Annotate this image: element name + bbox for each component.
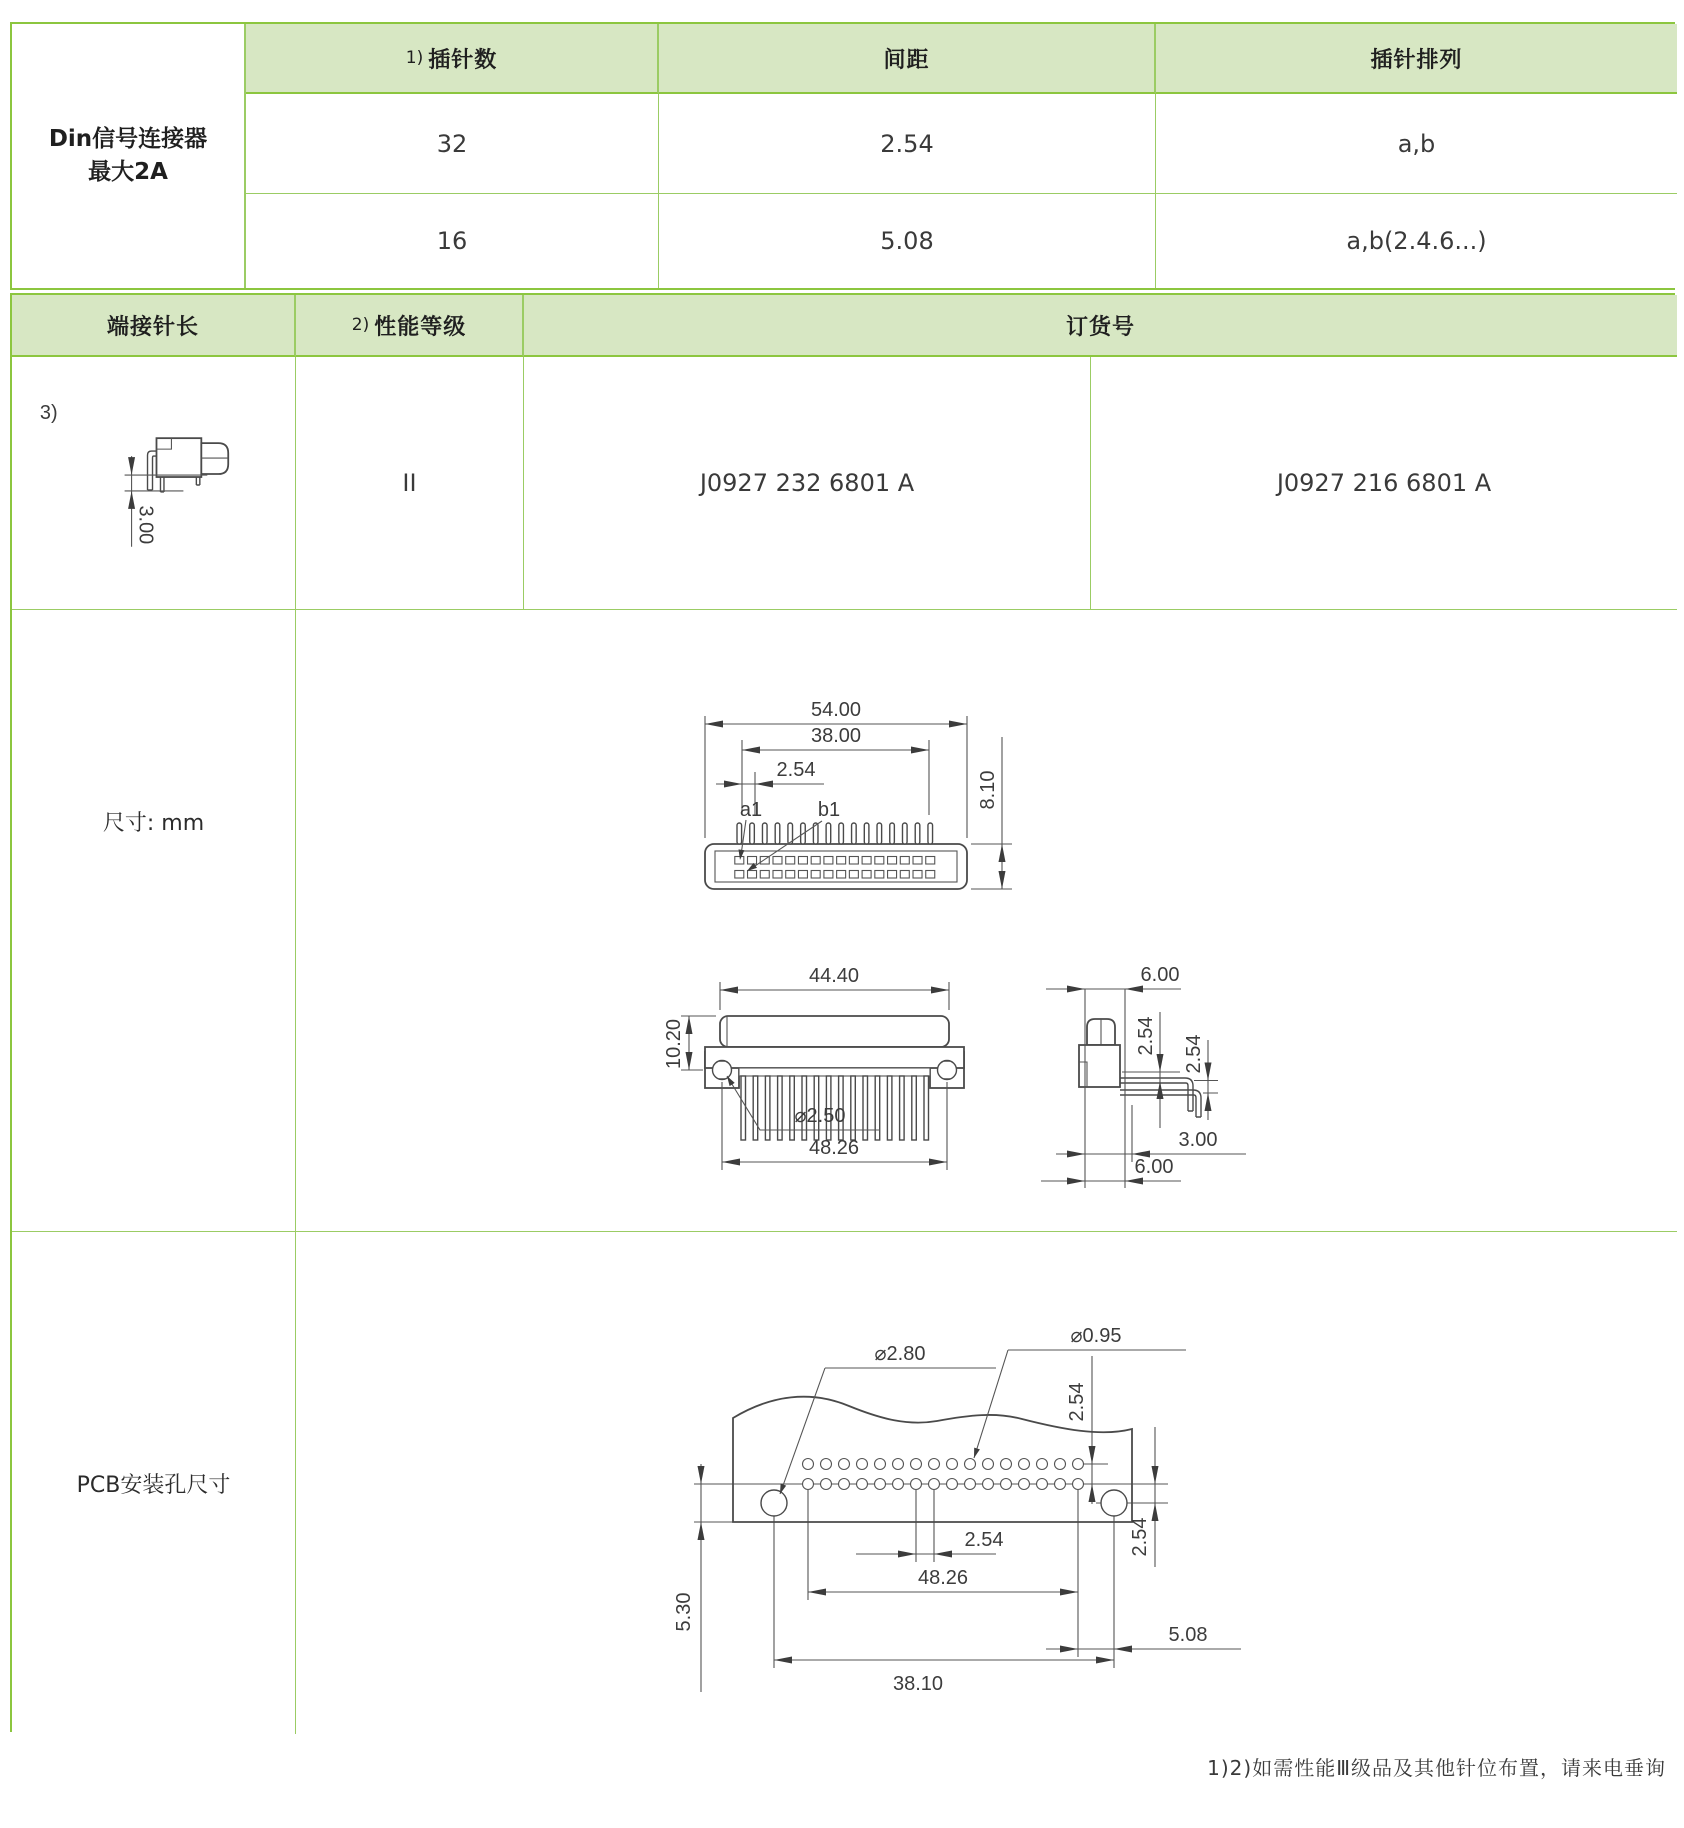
row1-pitch-value: 2.54 [880, 129, 934, 158]
svg-text:48.26: 48.26 [917, 1567, 969, 1589]
pcb-drawing-cell [296, 1232, 1677, 1734]
side-view-drawing [1041, 964, 1246, 1188]
row2-pins [246, 194, 659, 288]
product-name-line1: Din信号连接器 [48, 126, 208, 152]
footnote: 1)2)如需性能Ⅲ级品及其他针位布置，请来电垂询 [1207, 1756, 1666, 1780]
svg-text:2.54: 2.54 [1066, 1382, 1088, 1422]
dimension-drawings-cell [296, 610, 1677, 1232]
dim-front-pitch [716, 759, 824, 815]
svg-text:⌀0.95: ⌀0.95 [1070, 1325, 1122, 1347]
dimension-unit-cell [12, 610, 296, 1232]
pcb-label: PCB安装孔尺寸 [76, 1472, 231, 1498]
header-arrangement [1156, 24, 1677, 94]
header-performance-label: 性能等级 [374, 314, 467, 340]
header-performance [296, 295, 524, 357]
front-pins [737, 823, 933, 844]
note-ref-3: 3) [39, 401, 58, 424]
header-performance-note: 2) [351, 315, 370, 335]
pcb-label-cell [12, 1232, 296, 1734]
svg-text:54.00: 54.00 [810, 698, 862, 721]
svg-text:8.10: 8.10 [977, 770, 999, 809]
header-pin-count-note: 1) [405, 48, 424, 68]
svg-text:5.30: 5.30 [673, 1592, 695, 1632]
performance-grade-value: II [402, 469, 417, 497]
row2-pitch-value: 5.08 [880, 227, 934, 255]
dim-pcb-edge-distance [673, 1466, 705, 1631]
header-pitch [659, 24, 1156, 94]
order-number-16-cell [1091, 357, 1677, 610]
svg-text:2.54: 2.54 [1135, 1016, 1157, 1055]
dim-side-bottom-width [1041, 1156, 1181, 1185]
svg-text:38.10: 38.10 [892, 1673, 944, 1695]
order-number-32: J0927 232 6801 A [699, 469, 915, 497]
bottom-body [720, 1016, 949, 1047]
header-pin-term-length-label: 端接针长 [106, 314, 199, 340]
svg-text:44.40: 44.40 [808, 964, 860, 987]
dimension-drawings [296, 610, 1677, 1232]
dim-front-height [971, 737, 1012, 889]
header-order-number [524, 295, 1677, 357]
dim-pcb-pitch [856, 1529, 1003, 1558]
pcb-mount-hole-left [761, 1490, 787, 1516]
order-table [10, 293, 1675, 1732]
bottom-flange [705, 1047, 964, 1068]
svg-text:5.08: 5.08 [1168, 1624, 1208, 1646]
pcb-mount-hole-right [1101, 1490, 1127, 1516]
svg-text:⌀2.80: ⌀2.80 [874, 1343, 926, 1365]
svg-text:3.00: 3.00 [1178, 1128, 1218, 1151]
row2-pins-value: 16 [436, 227, 468, 255]
header-pin-count-label: 插针数 [428, 47, 498, 73]
product-name-cell [12, 24, 246, 288]
dim-pcb-hole-span [808, 1567, 1078, 1596]
pin-length-drawing-cell [12, 357, 296, 610]
order-number-16: J0927 216 6801 A [1276, 469, 1492, 497]
dim-pin-length-text: 3.00 [134, 504, 157, 544]
dimension-unit-label: 尺寸: mm [102, 811, 205, 836]
svg-text:2.54: 2.54 [1129, 1517, 1151, 1557]
header-arrangement-label: 插针排列 [1370, 47, 1463, 73]
svg-text:6.00: 6.00 [1134, 1155, 1174, 1178]
svg-text:⌀2.50: ⌀2.50 [794, 1104, 846, 1127]
mount-hole-left [713, 1060, 732, 1079]
dim-pcb-side-offset [1046, 1624, 1241, 1653]
pcb-pin-holes [803, 1459, 1084, 1490]
dim-bottom-width [720, 965, 949, 1010]
svg-text:2.54: 2.54 [964, 1529, 1004, 1551]
svg-text:48.26: 48.26 [808, 1136, 860, 1159]
row1-pins [246, 94, 659, 194]
performance-grade-cell [296, 357, 524, 610]
mount-hole-right [938, 1060, 957, 1079]
svg-text:6.00: 6.00 [1140, 963, 1180, 986]
pin-length-drawing [12, 357, 295, 610]
row1-pins-value: 32 [436, 129, 468, 158]
row2-arrangement [1156, 194, 1677, 288]
dim-side-top-width [1046, 964, 1181, 993]
spec-table [10, 22, 1675, 290]
row1-arrangement-value: a,b [1397, 129, 1436, 158]
bottom-view-drawing [663, 965, 964, 1170]
row2-pitch [659, 194, 1156, 288]
header-pin-term-length [12, 295, 296, 357]
pcb-drawing [296, 1232, 1677, 1734]
row1-arrangement [1156, 94, 1677, 194]
svg-text:2.54: 2.54 [776, 758, 816, 781]
label-b1: b1 [817, 798, 841, 821]
header-pin-count [246, 24, 659, 94]
order-number-32-cell [524, 357, 1091, 610]
dim-pcb-mount-row-spacing [1129, 1466, 1159, 1556]
label-a1: a1 [739, 798, 763, 821]
dim-side-row-offset1 [1135, 1012, 1164, 1128]
header-pitch-label: 间距 [883, 47, 930, 73]
svg-text:10.20: 10.20 [663, 1018, 685, 1069]
row1-pitch [659, 94, 1156, 194]
front-view-drawing [705, 699, 1012, 889]
dim-pcb-mount-span [774, 1657, 1114, 1696]
svg-text:2.54: 2.54 [1183, 1034, 1205, 1073]
pin-view-body [156, 438, 201, 477]
row2-arrangement-value: a,b(2.4.6...) [1346, 227, 1487, 255]
product-name-line2: 最大2A [88, 159, 168, 185]
header-order-number-label: 订货号 [1065, 314, 1135, 340]
svg-text:38.00: 38.00 [810, 724, 862, 747]
